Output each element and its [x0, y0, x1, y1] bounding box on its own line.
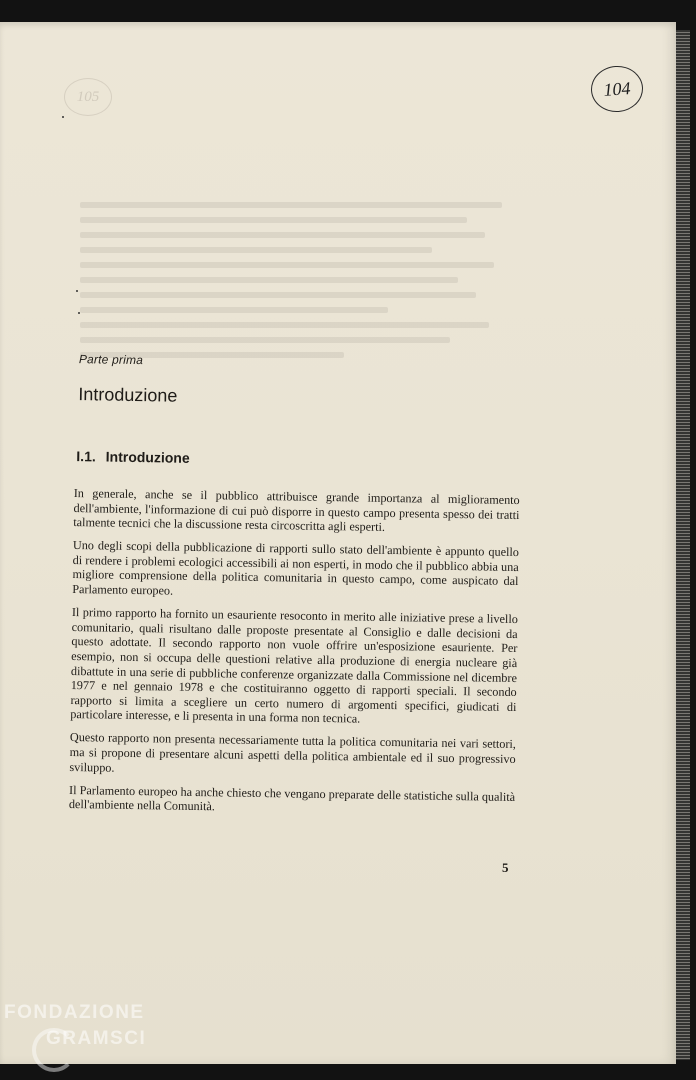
part-label: Parte prima	[78, 352, 144, 368]
body-text	[65, 486, 520, 819]
document-page	[0, 22, 676, 1064]
watermark-logo-icon	[32, 1028, 76, 1072]
fondazione-gramsci-watermark	[4, 1002, 184, 1072]
part-title: Introduzione	[78, 384, 178, 406]
stacked-pages-edge	[676, 30, 690, 1060]
archive-page-stamp: 104	[589, 64, 644, 114]
section-title: Introduzione	[105, 448, 190, 466]
paragraph: Il Parlamento europeo ha anche chiesto che vengano preparate delle statistiche sulla qualità dell'ambiente nella Comunità.	[68, 782, 516, 814]
speck	[78, 312, 80, 314]
paragraph: In generale, anche se il pubblico attribuisce grande importanza al miglioramento dell'ambiente, l'informazione di cui può disporre in questo campo presenta spesso dei tratti talmente tecnici che la discussione resta circoscritta agli esperti.	[73, 486, 520, 535]
speck	[62, 116, 64, 118]
page-number: 5	[502, 860, 509, 875]
speck	[76, 290, 78, 292]
paragraph: Questo rapporto non presenta necessariamente tutta la politica comunitaria nei vari settori, ma si propone di presentare alcuni aspetti della politica ambientale ed il suo progressivo sviluppo.	[69, 730, 517, 775]
section-number: I.1.	[76, 448, 96, 465]
paragraph: Uno degli scopi della pubblicazione di rapporti sullo stato dell'ambiente è appunto quello di rendere i problemi ecologici accessibili ai non esperti, in modo che il pubblico abbia una migliore comprensione della politica comunitaria in questo campo, come auspicato dal Parlamento europeo.	[72, 538, 520, 598]
faint-archive-stamp: 105	[64, 78, 112, 116]
paragraph: Il primo rapporto ha fornito un esauriente resoconto in merito alle iniziative prese a livello comunitario, quali risultano dalle proposte presentate al Consiglio e dalle decisioni da questo adottate. Il secondo rapporto non vuole offrire un'esposizione esauriente. Per esempio, non si occupa delle questioni relative alla produzione di energia nucleare già dibattute in una serie di pubbliche conferenze organizzate dalla Commissione nel dicembre 1977 e nel gennaio 1978 e che costituiranno oggetto di rapporti speciali. Il secondo rapporto si limita a scegliere un certo numero di argomenti specifici, giudicati di particolare interesse, e li presenta in una forma non tecnica.	[70, 605, 518, 726]
watermark-line-1: FONDAZIONE	[4, 1002, 145, 1023]
section-heading	[76, 448, 520, 471]
watermark-line-2: GRAMSCI	[46, 1028, 147, 1049]
text-block	[65, 352, 522, 827]
